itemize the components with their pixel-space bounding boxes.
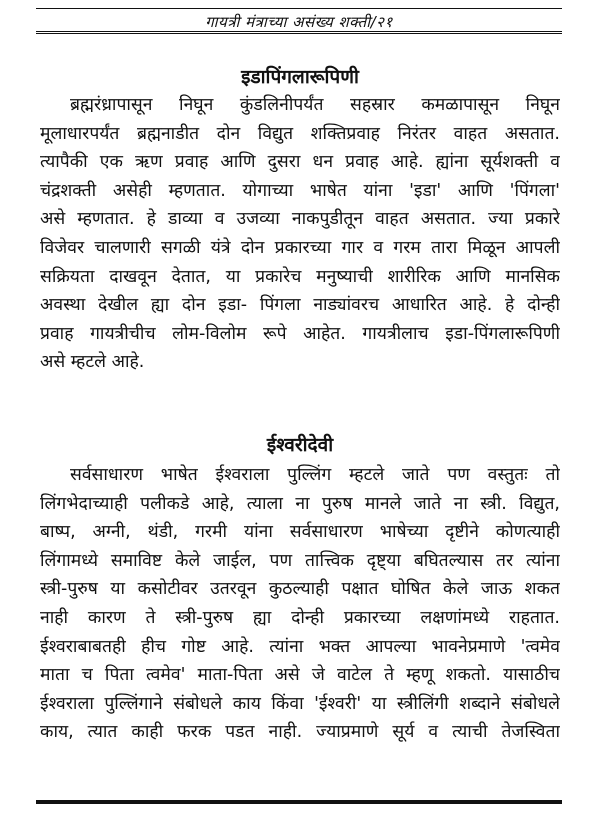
text-line: मूलाधारपर्यंत ब्रह्मनाडीत दोन विद्युत शक्तिप्रवाह निरंतर वाहत असतात. — [40, 123, 560, 144]
text-line: असे म्हणतात. हे डाव्या व उजव्या नाकपुडीतून वाहत असतात. ज्या प्रकारे — [40, 209, 560, 230]
paragraph-ishwari-devi — [40, 461, 560, 747]
text-line: स्त्री-पुरुष या कसोटीवर उतरवून कुठल्याही पक्षात घोषित केले जाऊ शकत — [40, 579, 560, 600]
text-line: लिंगभेदाच्याही पलीकडे आहे, त्याला ना पुरुष मानले जाते ना स्त्री. विद्युत, — [40, 493, 560, 514]
text-line: माता च पिता त्वमेव' माता-पिता असे जे वाटेल ते म्हणू शकतो. यासाठीच — [40, 665, 560, 686]
text-line: विजेवर चालणारी सगळी यंत्रे दोन प्रकारच्या गार व गरम तारा मिळून आपली — [40, 237, 560, 258]
section-heading-ida-pingala: इडापिंगलारूपिणी — [241, 66, 359, 88]
paragraph-ida-pingala — [40, 91, 560, 377]
text-line: चंद्रशक्ती असेही म्हणतात. योगाच्या भाषेत यांना 'इडा' आणि 'पिंगला' — [40, 180, 560, 201]
text-line: ईश्वराबाबतही हीच गोष्ट आहे. त्यांना भक्त आपल्या भावनेप्रमाणे 'त्वमेव — [40, 636, 560, 657]
text-line: बाष्प, अग्नी, थंडी, गरमी यांना सर्वसाधारण भाषेच्या दृष्टीने कोणत्याही — [40, 522, 560, 543]
text-line: ईश्वराला पुल्लिंगाने संबोधले काय किंवा 'ईश्वरी' या स्त्रीलिंगी शब्दाने संबोधले — [40, 693, 560, 714]
footer-rule — [36, 800, 562, 804]
text-line: नाही कारण ते स्त्री-पुरुष ह्या दोन्ही प्रकारच्या लक्षणांमध्ये राहतात. — [40, 607, 560, 628]
running-title: गायत्री मंत्राच्या असंख्य शक्ती/२१ — [205, 13, 393, 31]
text-line: सक्रियता दाखवून देतात, या प्रकारेच मनुष्याची शारीरिक आणि मानसिक — [40, 266, 560, 287]
text-line: सर्वसाधारण भाषेत ईश्वराला पुल्लिंग म्हटले जाते पण वस्तुतः तो — [70, 465, 560, 485]
text-line: त्यापैकी एक ऋण प्रवाह आणि दुसरा धन प्रवाह आहे. ह्यांना सूर्यशक्ती व — [40, 152, 560, 173]
text-line: प्रवाह गायत्रीचीच लोम-विलोम रूपे आहेत. गायत्रीलाच इडा-पिंगलारूपिणी — [40, 323, 560, 344]
section-heading-ishwari-devi: ईश्वरीदेवी — [266, 434, 334, 456]
text-line: काय, त्यात काही फरक पडत नाही. ज्याप्रमाणे सूर्य व त्याची तेजस्विता — [40, 722, 560, 743]
text-line: लिंगामध्ये समाविष्ट केले जाईल, पण तात्त्विक दृष्ट्या बघितल्यास तर त्यांना — [40, 550, 560, 571]
text-line: ब्रह्मरंध्रापासून निघून कुंडलिनीपर्यंत सहस्रार कमळापासून निघून — [70, 95, 560, 115]
text-line: अवस्था देखील ह्या दोन इडा- पिंगला नाड्यांवरच आधारित आहे. हे दोन्ही — [40, 295, 560, 316]
text-line: असे म्हटले आहे. — [40, 352, 145, 373]
running-header — [36, 8, 562, 34]
